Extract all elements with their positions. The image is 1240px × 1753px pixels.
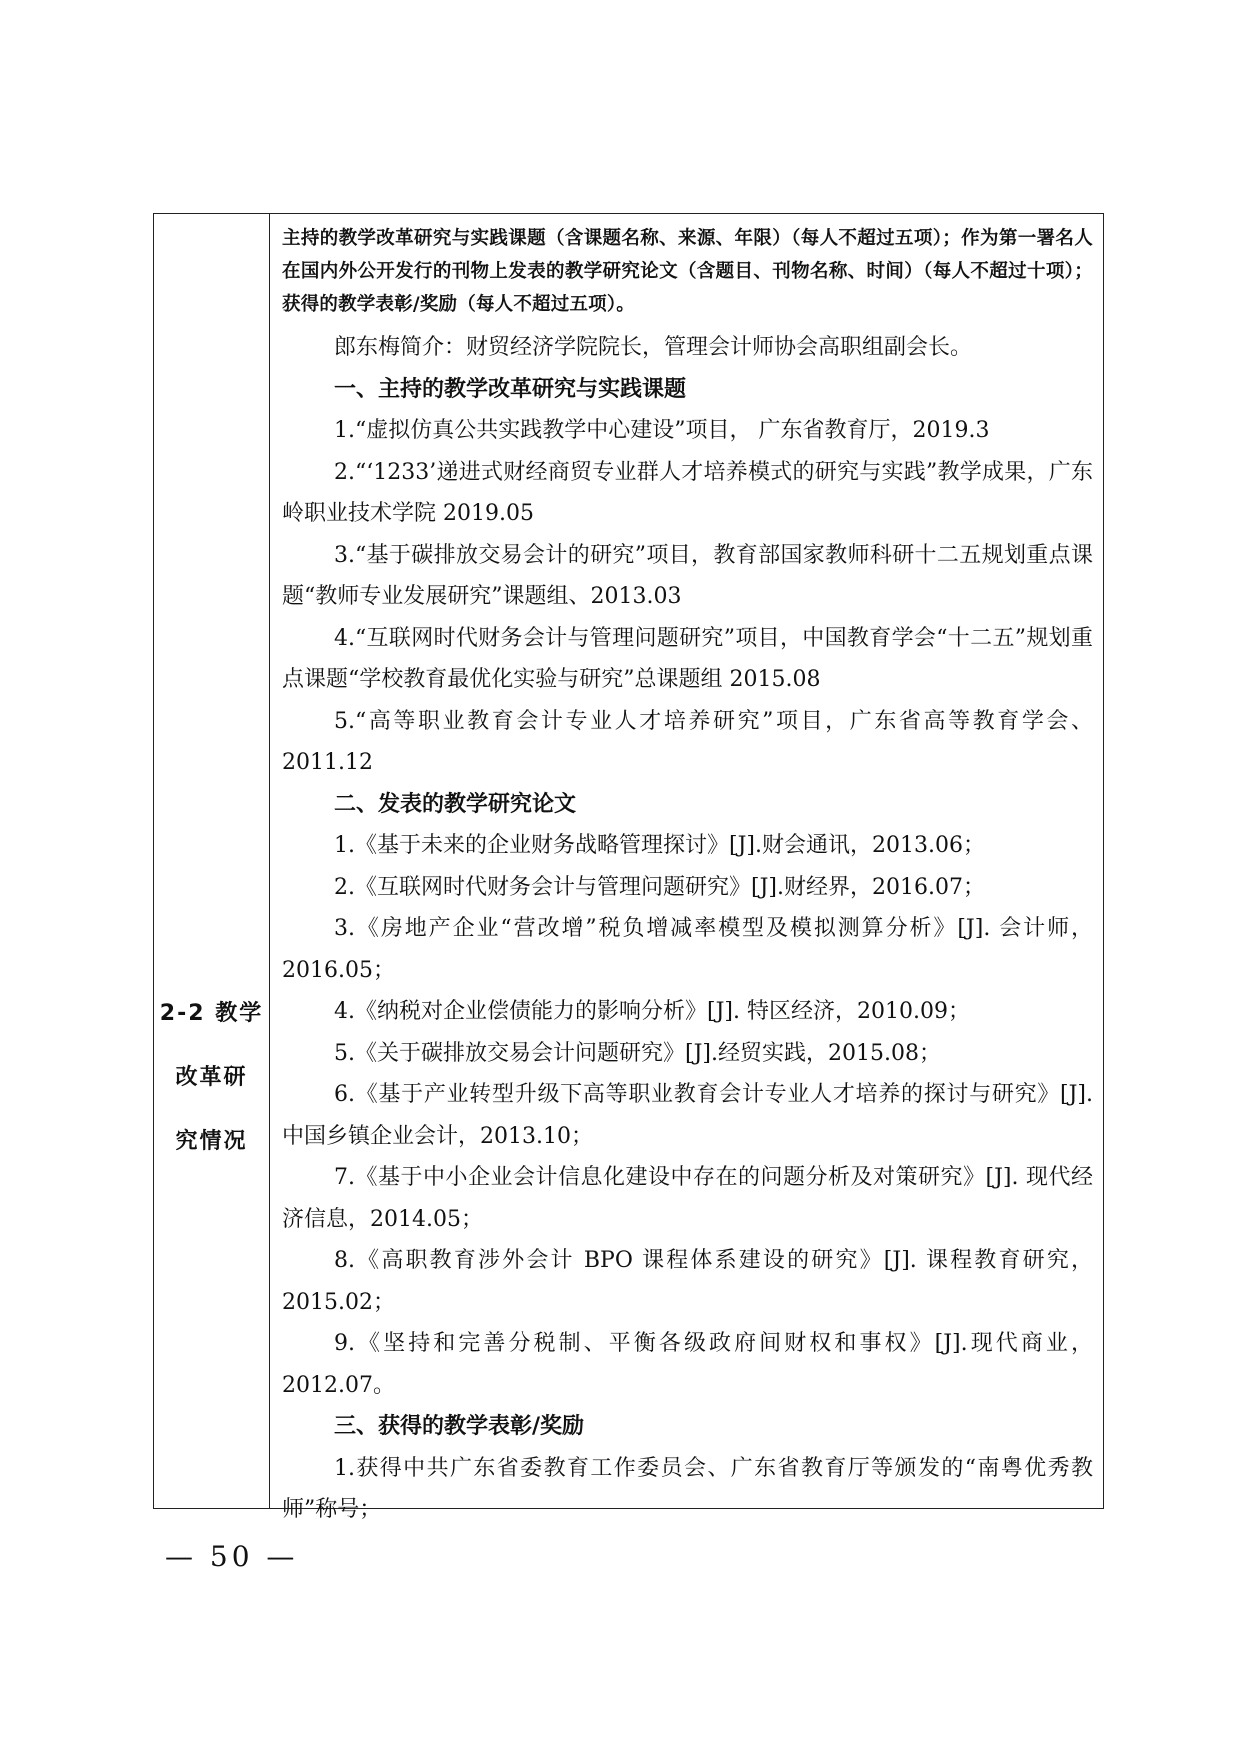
paper-item-9: 9.《坚持和完善分税制、平衡各级政府间财权和事权》[J].现代商业，2012.07。 [282, 1331, 1093, 1398]
project-item-2: 2.“‘1233’递进式财经商贸专业群人才培养模式的研究与实践”教学成果，广东岭职业技术学院 2019.05 [282, 459, 1093, 526]
row-label-line-1: 2-2 教学 [159, 1001, 264, 1026]
row-label-cell [154, 214, 270, 1508]
award-item-1: 1.获得中共广东省委教育工作委员会、广东省教育厅等颁发的“南粤优秀教师”称号； [282, 1455, 1093, 1522]
paper-item-1: 1.《基于未来的企业财务战略管理探讨》[J].财会通讯，2013.06； [334, 833, 985, 858]
project-item-5: 5.“高等职业教育会计专业人才培养研究”项目，广东省高等教育学会、2011.12 [282, 708, 1093, 775]
row-label-line-2: 改革研 [175, 1065, 248, 1090]
paper-item-7: 7.《基于中小企业会计信息化建设中存在的问题分析及对策研究》[J]. 现代经济信息，2014.05； [282, 1165, 1093, 1232]
content-cell [270, 214, 1103, 1522]
paper-item-6: 6.《基于产业转型升级下高等职业教育会计专业人才培养的探讨与研究》[J]. 中国乡镇企业会计，2013.10； [282, 1082, 1093, 1149]
project-item-4: 4.“互联网时代财务会计与管理问题研究”项目，中国教育学会“十二五”规划重点课题“学校教育最优化实验与研究”总课题组 2015.08 [282, 625, 1093, 692]
section-heading-awards: 三、获得的教学表彰/奖励 [334, 1414, 585, 1439]
paper-item-3: 3.《房地产企业“营改增”税负增减率模型及模拟测算分析》[J]. 会计师，2016.05； [282, 916, 1093, 983]
section-heading-papers: 二、发表的教学研究论文 [334, 791, 577, 817]
intro-text: 郎东梅简介：财贸经济学院院长，管理会计师协会高职组副会长。 [334, 335, 973, 360]
project-item-3: 3.“基于碳排放交易会计的研究”项目，教育部国家教师科研十二五规划重点课题“教师专业发展研究”课题组、2013.03 [282, 542, 1093, 609]
page-number: — 50 — [165, 1540, 299, 1573]
project-item-1: 1.“虚拟仿真公共实践教学中心建设”项目， 广东省教育厅，2019.3 [334, 418, 990, 443]
paper-item-8: 8.《高职教育涉外会计 BPO 课程体系建设的研究》[J]. 课程教育研究，2015.02； [282, 1248, 1093, 1315]
row-label-line-3: 究情况 [175, 1129, 248, 1154]
row-label [154, 999, 269, 1191]
paper-item-4: 4.《纳税对企业偿债能力的影响分析》[J]. 特区经济，2010.09； [334, 999, 970, 1024]
paper-item-2: 2.《互联网时代财务会计与管理问题研究》[J].财经界，2016.07； [334, 874, 985, 900]
research-table [153, 213, 1104, 1522]
instructions-text: 主持的教学改革研究与实践课题（含课题名称、来源、年限）（每人不超过五项）；作为第一署名人在国内外公开发行的刊物上发表的教学研究论文（含题目、刊物名称、时间）（每人不超过十项）；获得的教学表彰/奖励（每人不超过五项）。 [282, 228, 1093, 315]
section-heading-projects: 一、主持的教学改革研究与实践课题 [334, 376, 687, 402]
paper-item-5: 5.《关于碳排放交易会计问题研究》[J].经贸实践，2015.08； [334, 1040, 941, 1066]
